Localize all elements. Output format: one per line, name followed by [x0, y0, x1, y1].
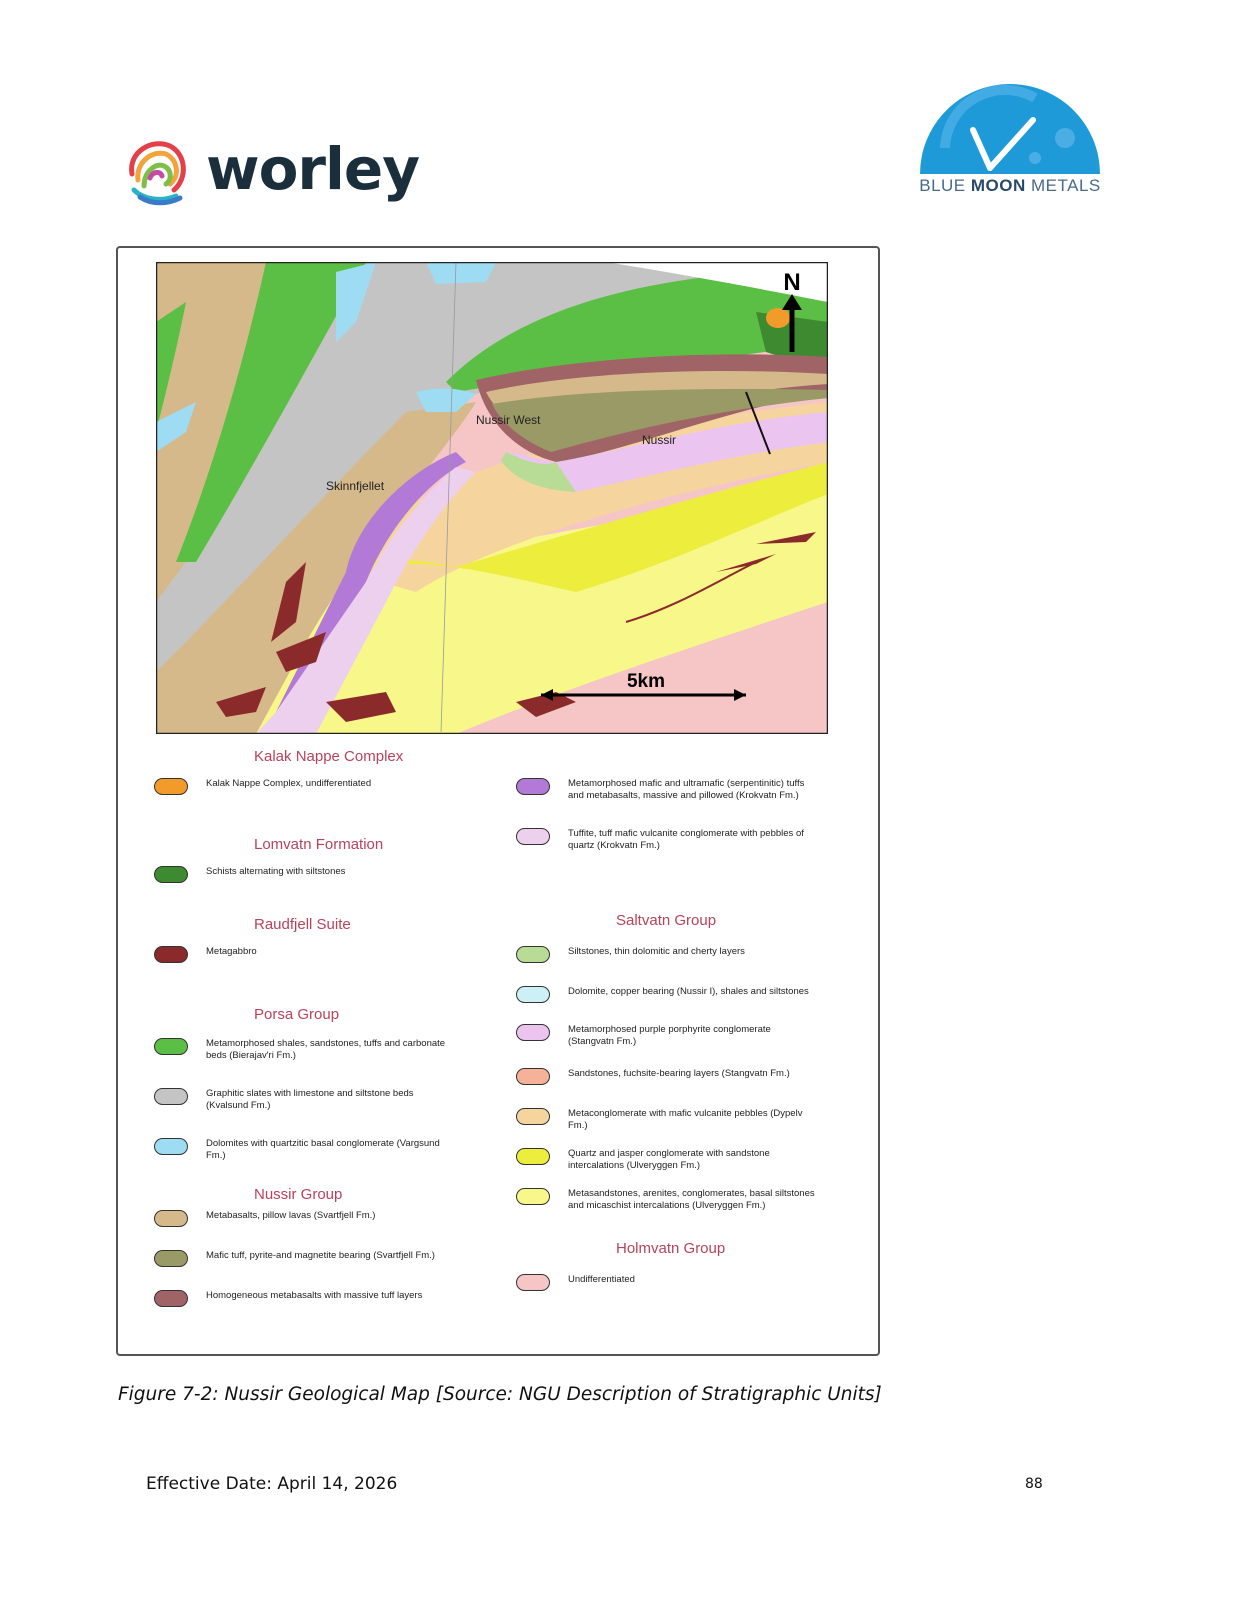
legend-swatch	[516, 1274, 550, 1291]
figure-caption: Figure 7-2: Nussir Geological Map [Source: NGU Description of Stratigraphic Units]	[118, 1384, 882, 1405]
legend-item-text: Tuffite, tuff mafic vulcanite conglomerate with pebbles of quartz (Krokvatn Fm.)	[568, 828, 804, 851]
legend-item	[516, 1148, 818, 1172]
legend-item	[154, 778, 456, 795]
legend-swatch	[516, 1024, 550, 1041]
legend-swatch	[516, 828, 550, 845]
legend-item-text: Siltstones, thin dolomitic and cherty layers	[568, 946, 745, 957]
legend-item-text: Metasandstones, arenites, conglomerates, basal siltstones and micaschist intercalations (Ulveryggen Fm.)	[568, 1188, 815, 1211]
legend-item	[154, 1088, 456, 1112]
legend-item	[516, 1188, 818, 1212]
worley-logo	[122, 132, 442, 212]
legend-item	[154, 1210, 456, 1227]
legend-item-text: Dolomite, copper bearing (Nussir I), shales and siltstones	[568, 986, 809, 997]
legend-group-title: Raudfjell Suite	[254, 916, 351, 933]
wordmark-metals: METALS	[1025, 176, 1101, 195]
legend-swatch	[154, 1088, 188, 1105]
legend-item	[516, 986, 818, 1003]
legend-swatch	[154, 946, 188, 963]
legend-item	[516, 1068, 818, 1085]
legend-swatch	[516, 778, 550, 795]
geological-map-figure	[116, 246, 880, 1356]
legend-item	[516, 778, 818, 802]
blue-moon-metals-logo	[910, 78, 1110, 202]
legend-item	[154, 1290, 456, 1307]
wordmark-blue: BLUE	[919, 176, 971, 195]
north-label: N	[783, 269, 801, 296]
nussir-west-label: Nussir West	[476, 413, 541, 427]
legend-item-text: Homogeneous metabasalts with massive tuff layers	[206, 1290, 423, 1301]
legend-swatch	[516, 1068, 550, 1085]
page-number: 88	[1025, 1476, 1043, 1492]
skinnfjellet-label: Skinnfjellet	[326, 479, 385, 493]
legend-left-column	[154, 748, 484, 1328]
scale-label: 5km	[626, 671, 666, 692]
legend-swatch	[154, 1210, 188, 1227]
legend-item-text: Dolomites with quartzitic basal conglomerate (Vargsund Fm.)	[206, 1138, 440, 1161]
geological-map	[156, 262, 828, 734]
blue-moon-metals-wordmark	[910, 176, 1110, 196]
legend-item	[516, 1024, 818, 1048]
legend-item-text: Graphitic slates with limestone and siltstone beds (Kvalsund Fm.)	[206, 1088, 414, 1111]
legend-item-text: Metamorphosed purple porphyrite conglomerate (Stangvatn Fm.)	[568, 1024, 771, 1047]
legend-item-text: Mafic tuff, pyrite-and magnetite bearing (Svartfjell Fm.)	[206, 1250, 435, 1261]
legend-swatch	[516, 986, 550, 1003]
legend-item-text: Metaconglomerate with mafic vulcanite pebbles (Dypelv Fm.)	[568, 1108, 803, 1131]
legend-item	[154, 1038, 456, 1062]
legend-swatch	[154, 1038, 188, 1055]
legend-item-text: Sandstones, fuchsite-bearing layers (Stangvatn Fm.)	[568, 1068, 790, 1079]
legend-swatch	[154, 1250, 188, 1267]
legend-swatch	[154, 866, 188, 883]
legend-item	[154, 1250, 456, 1267]
legend-item	[516, 946, 818, 963]
wordmark-moon: MOON	[970, 176, 1026, 195]
legend-item	[516, 1108, 818, 1132]
worley-wordmark: worley	[206, 135, 420, 203]
legend-item	[516, 1274, 818, 1291]
legend-swatch	[154, 1290, 188, 1307]
legend-item-text: Metabasalts, pillow lavas (Svartfjell Fm.)	[206, 1210, 376, 1221]
legend-item-text: Metagabbro	[206, 946, 257, 957]
legend-item-text: Quartz and jasper conglomerate with sandstone intercalations (Ulveryggen Fm.)	[568, 1148, 770, 1171]
legend-swatch	[516, 1148, 550, 1165]
legend-group-title: Saltvatn Group	[616, 912, 717, 929]
effective-date: Effective Date: April 14, 2026	[146, 1474, 398, 1494]
legend-item-text: Metamorphosed mafic and ultramafic (serpentinitic) tuffs and metabasalts, massive and pillowed (Krokvatn Fm.)	[568, 778, 805, 801]
map-dolomite-unit-b	[426, 262, 496, 284]
nussir-label: Nussir	[642, 433, 677, 447]
map-kalak-unit	[766, 308, 790, 328]
legend-item-text: Kalak Nappe Complex, undifferentiated	[206, 778, 372, 789]
legend-item-text: Schists alternating with siltstones	[206, 866, 346, 877]
worley-swirl-icon	[122, 134, 196, 208]
legend-swatch	[516, 1188, 550, 1205]
legend-right-column	[516, 748, 856, 1308]
legend-item	[154, 866, 456, 883]
legend-group-title: Lomvatn Formation	[254, 836, 384, 853]
legend-item	[516, 828, 818, 852]
legend-group-title: Kalak Nappe Complex	[254, 748, 404, 765]
legend-swatch	[516, 946, 550, 963]
legend-item	[154, 1138, 456, 1162]
legend-group-title: Holmvatn Group	[616, 1240, 726, 1257]
legend-item	[154, 946, 456, 963]
legend-group-title: Porsa Group	[254, 1006, 340, 1023]
legend-group-title: Nussir Group	[254, 1186, 343, 1203]
legend-item-text: Metamorphosed shales, sandstones, tuffs and carbonate beds (Bierajav'ri Fm.)	[206, 1038, 446, 1061]
moon-clock-icon	[915, 78, 1105, 176]
legend-swatch	[154, 1138, 188, 1155]
legend-swatch	[154, 778, 188, 795]
legend-item-text: Undifferentiated	[568, 1274, 635, 1285]
legend-swatch	[516, 1108, 550, 1125]
